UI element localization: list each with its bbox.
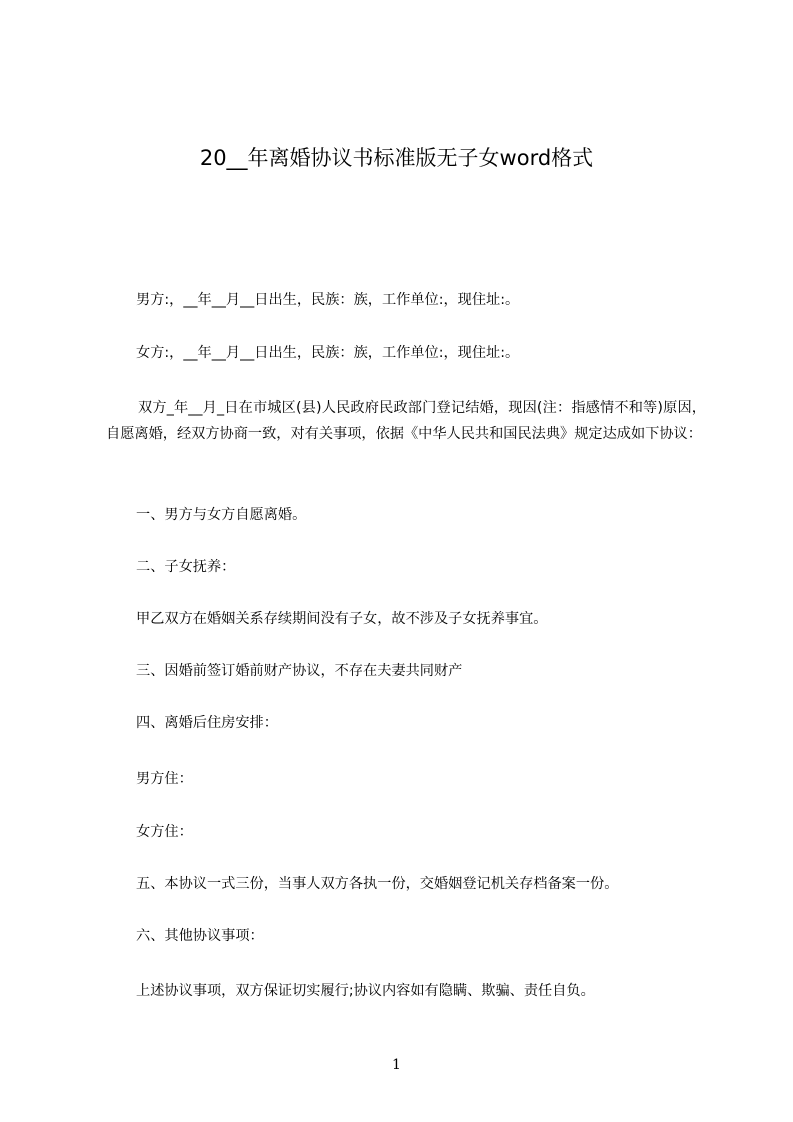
female-residence-line: 女方住： (136, 824, 193, 840)
clause-6-heading: 六、其他协议事项： (136, 928, 264, 944)
marriage-statement-paragraph: 双方_年__月_日在市城区(县)人民政府民政部门登记结婚，现因(注：指感情不和等)原因，自愿离婚，经双方协商一致，对有关事项，依据《中华人民共和国民法典》规定达成如下协议： (106, 400, 706, 442)
clause-2-heading: 二、子女抚养： (136, 559, 236, 575)
clause-4-heading: 四、离婚后住房安排： (136, 715, 278, 731)
closing-statement: 上述协议事项，双方保证切实履行;协议内容如有隐瞒、欺骗、责任自负。 (136, 983, 595, 999)
male-residence-line: 男方住： (136, 771, 193, 787)
clause-1: 一、男方与女方自愿离婚。 (136, 507, 307, 523)
female-party-line: 女方:，__年__月__日出生，民族：族，工作单位:，现住址:。 (136, 345, 520, 361)
clause-5: 五、本协议一式三份，当事人双方各执一份，交婚姻登记机关存档备案一份。 (136, 876, 619, 892)
page-number: 1 (392, 1057, 401, 1073)
document-title: 20__年离婚协议书标准版无子女word格式 (199, 146, 594, 170)
clause-3: 三、因婚前签订婚前财产协议，不存在夫妻共同财产 (136, 663, 463, 679)
male-party-line: 男方:，__年__月__日出生，民族：族，工作单位:，现住址:。 (136, 292, 520, 308)
clause-2-content: 甲乙双方在婚姻关系存续期间没有子女，故不涉及子女抚养事宜。 (136, 611, 548, 627)
